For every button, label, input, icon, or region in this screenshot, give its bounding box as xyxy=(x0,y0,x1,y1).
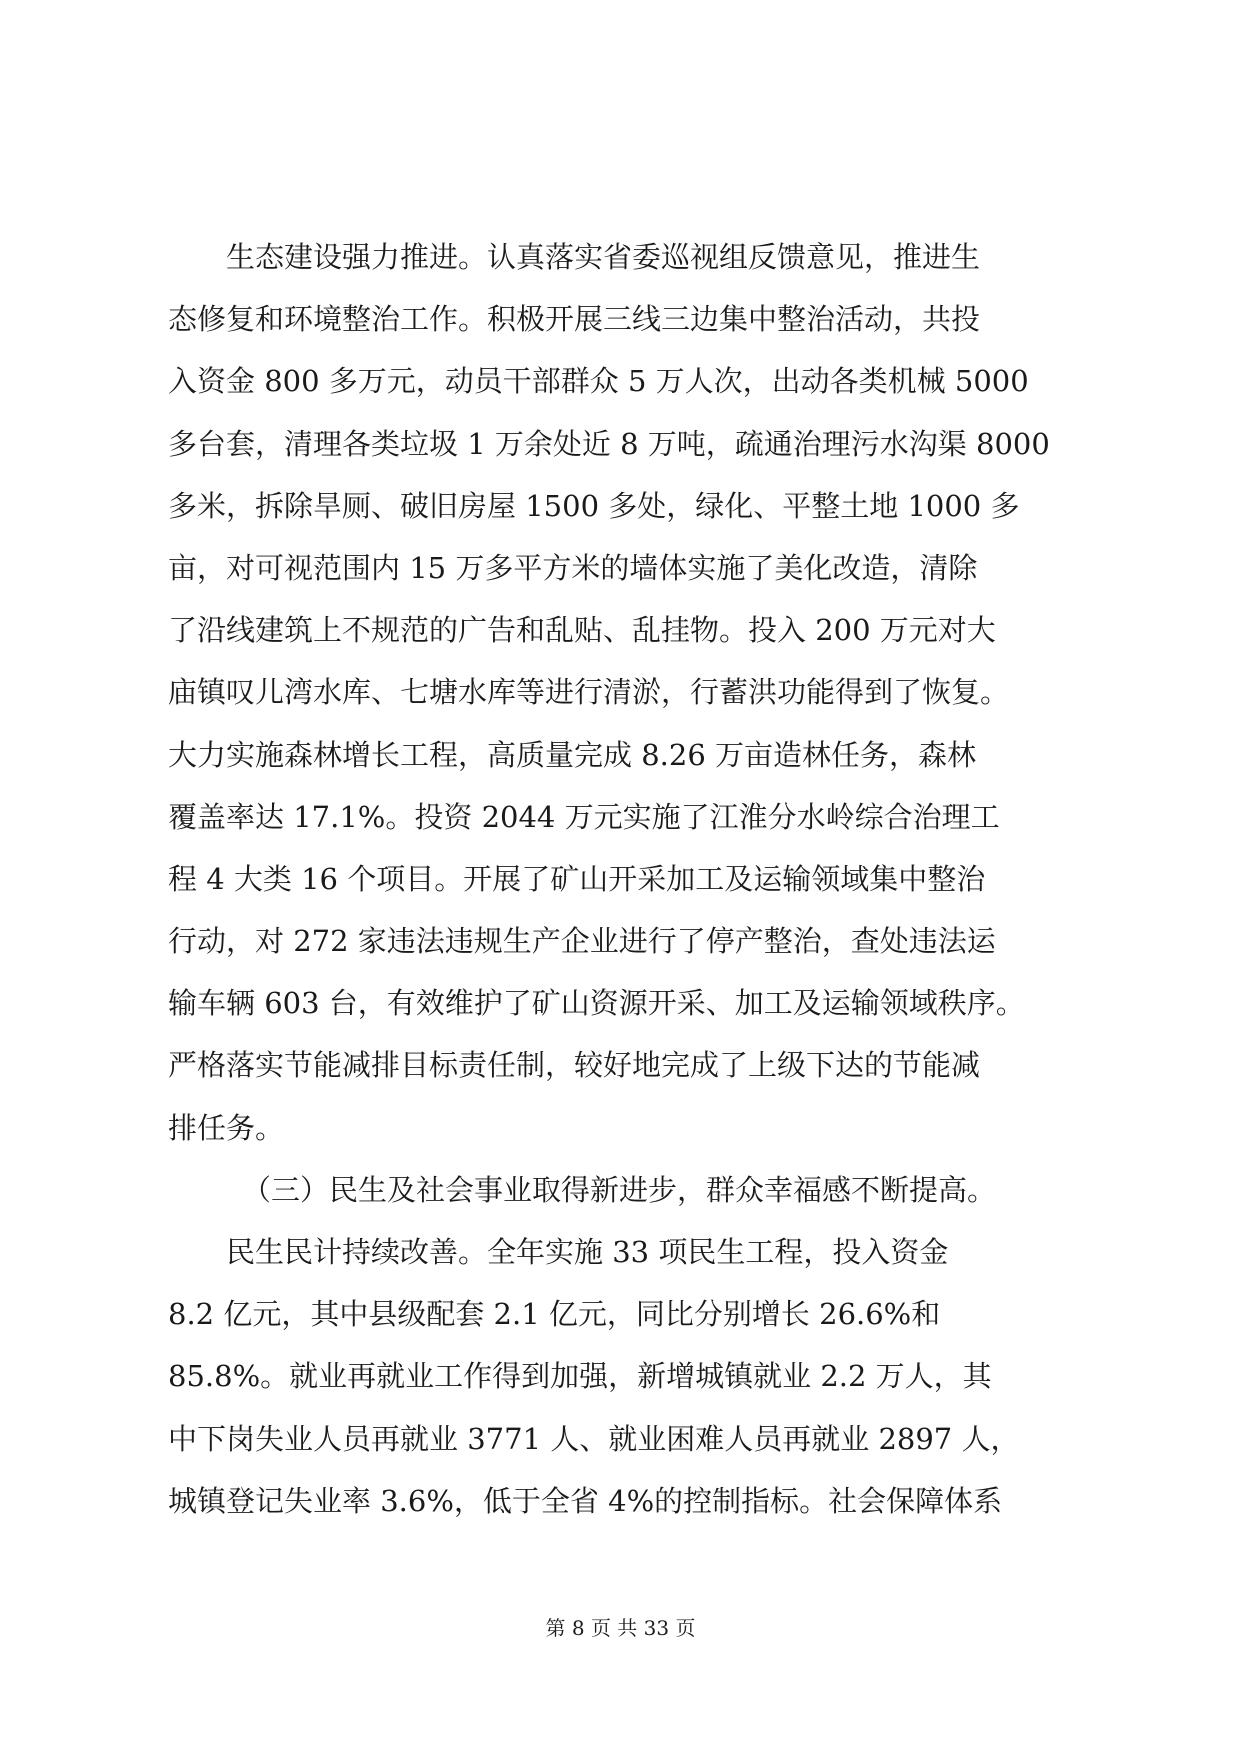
paragraph-eco-line-11: 程 4 大类 16 个项目。开展了矿山开采加工及运输领域集中整治 xyxy=(168,861,986,896)
paragraph-eco-line-15: 排任务。 xyxy=(168,1110,285,1145)
paragraph-eco-line-14: 严格落实节能减排目标责任制，较好地完成了上级下达的节能减 xyxy=(168,1048,981,1083)
paragraph-livelihood-line-5: 城镇登记失业率 3.6%，低于全省 4%的控制指标。社会保障体系 xyxy=(168,1483,1003,1518)
paragraph-eco-line-3: 入资金 800 多万元，动员干部群众 5 万人次，出动各类机械 5000 xyxy=(168,364,1029,399)
paragraph-eco-line-12: 行动，对 272 家违法违规生产企业进行了停产整治，查处违法运 xyxy=(168,924,996,959)
paragraph-livelihood-line-3: 85.8%。就业再就业工作得到加强，新增城镇就业 2.2 万人，其 xyxy=(168,1359,992,1394)
paragraph-livelihood-line-2: 8.2 亿元，其中县级配套 2.1 亿元，同比分别增长 26.6%和 xyxy=(168,1297,941,1332)
paragraph-eco-line-2: 态修复和环境整治工作。积极开展三线三边集中整治活动，共投 xyxy=(168,302,981,337)
section-heading: （三）民生及社会事业取得新进步，群众幸福感不断提高。 xyxy=(242,1172,997,1207)
paragraph-eco-line-4: 多台套，清理各类垃圾 1 万余处近 8 万吨，疏通治理污水沟渠 8000 xyxy=(168,426,1050,461)
paragraph-eco-line-13: 输车辆 603 台，有效维护了矿山资源开采、加工及运输领域秩序。 xyxy=(168,986,1025,1021)
paragraph-eco-line-7: 了沿线建筑上不规范的广告和乱贴、乱挂物。投入 200 万元对大 xyxy=(168,613,996,648)
paragraph-livelihood-line-4: 中下岗失业人员再就业 3771 人、就业困难人员再就业 2897 人， xyxy=(168,1421,1020,1456)
page-number-footer: 第 8 页 共 33 页 xyxy=(545,1616,696,1640)
paragraph-eco-line-9: 大力实施森林增长工程，高质量完成 8.26 万亩造林任务，森林 xyxy=(168,737,977,772)
paragraph-eco-line-5: 多米，拆除旱厕、破旧房屋 1500 多处，绿化、平整土地 1000 多 xyxy=(168,488,1020,523)
paragraph-eco-line-1: 生态建设强力推进。认真落实省委巡视组反馈意见，推进生 xyxy=(226,240,981,274)
document-body xyxy=(168,226,1080,1532)
paragraph-eco-line-10: 覆盖率达 17.1%。投资 2044 万元实施了江淮分水岭综合治理工 xyxy=(168,799,1000,834)
paragraph-livelihood-line-1: 民生民计持续改善。全年实施 33 项民生工程，投入资金 xyxy=(226,1235,949,1269)
paragraph-eco-line-6: 亩，对可视范围内 15 万多平方米的墙体实施了美化改造，清除 xyxy=(168,550,978,585)
paragraph-eco-line-8: 庙镇叹儿湾水库、七塘水库等进行清淤，行蓄洪功能得到了恢复。 xyxy=(168,675,1010,710)
